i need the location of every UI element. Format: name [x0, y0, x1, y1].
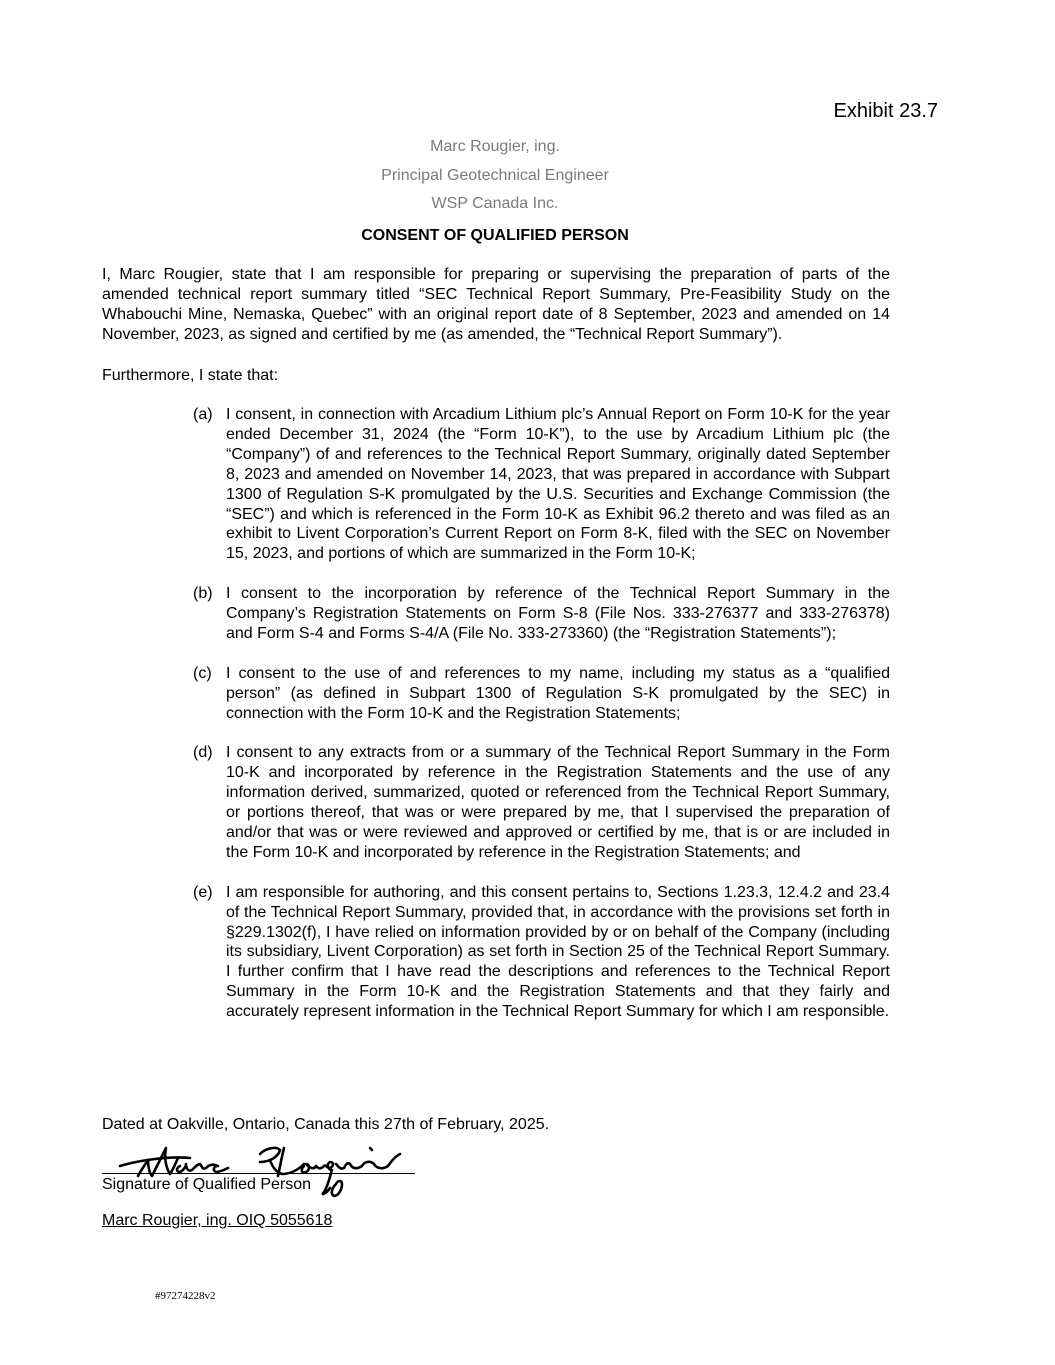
item-text: I consent to any extracts from or a summary of the Technical Report Summary in the Form 10-K and incorporated by reference in the Registration Statements and the use of any information derived, summarized, quoted or referenced from the Technical Report Summary, or portions thereof, that was or were prepared by me, that I supervised the preparation of and/or that was or were reviewed and approved or certified by me, that is or are included in the Form 10-K and incorporated by reference in the Registration Statements; and	[226, 744, 890, 861]
list-item	[193, 584, 890, 644]
item-text: I consent to the incorporation by reference of the Technical Report Summary in the Company’s Registration Statements on Form S-8 (File Nos. 333-276377 and 333-276378) and Form S-4 and Forms S-4/A (File No. 333-273360) (the “Registration Statements”);	[226, 585, 890, 642]
consent-items-list	[193, 405, 890, 1042]
list-item	[193, 883, 890, 1022]
item-label: (c)	[193, 664, 212, 682]
letterhead	[0, 133, 990, 219]
exhibit-label: Exhibit 23.7	[833, 100, 938, 122]
signature-line	[102, 1173, 415, 1174]
item-text: I consent, in connection with Arcadium Lithium plc’s Annual Report on Form 10-K for the year ended December 31, 2024 (the “Form 10-K”), to the use by Arcadium Lithium plc (the “Company”) of and references to the Technical Report Summary, originally dated September 8, 2023 and amended on November 14, 2023, that was prepared in accordance with Subpart 1300 of Regulation S-K promulgated by the U.S. Securities and Exchange Commission (the “SEC”) and which is referenced in the Form 10-K as Exhibit 96.2 thereto and was filed as an exhibit to Livent Corporation’s Current Report on Form 8-K, filed with the SEC on November 15, 2023, and portions of which are summarized in the Form 10-K;	[226, 406, 890, 563]
document-title: CONSENT OF QUALIFIED PERSON	[361, 227, 629, 244]
document-id: #97274228v2	[155, 1290, 216, 1302]
item-label: (e)	[193, 883, 213, 901]
item-label: (d)	[193, 744, 213, 762]
header-company: WSP Canada Inc.	[431, 195, 559, 212]
header-name: Marc Rougier, ing.	[430, 138, 560, 155]
item-text: I am responsible for authoring, and this consent pertains to, Sections 1.23.3, 12.4.2 and 23.4 of the Technical Report Summary, provided that, in accordance with the provisions set forth in §229.1302(f), I have relied on information provided by or on behalf of the Company (including its subsidiary, Livent Corporation) as set forth in Section 25 of the Technical Report Summary. I further confirm that I have read the descriptions and references to the Technical Report Summary in the Form 10-K and the Registration Statements and that they fairly and accurately represent information in the Technical Report Summary for which I am responsible.	[226, 883, 890, 1021]
item-text: I consent to the use of and references to my name, including my status as a “qualified person” (as defined in Subpart 1300 of Regulation S-K promulgated by the SEC) in connection with the Form 10-K and the Registration Statements;	[226, 664, 890, 722]
header-position: Principal Geotechnical Engineer	[381, 166, 609, 184]
furthermore-paragraph: Furthermore, I state that:	[102, 367, 279, 384]
list-item	[193, 405, 890, 564]
qualified-person-name: Marc Rougier, ing. OIQ 5055618	[102, 1212, 333, 1229]
signature-label: Signature of Qualified Person	[102, 1176, 312, 1193]
item-label: (a)	[193, 406, 213, 423]
dated-line: Dated at Oakville, Ontario, Canada this 27th of February, 2025.	[102, 1116, 550, 1133]
list-item	[193, 664, 890, 724]
intro-paragraph: I, Marc Rougier, state that I am responsible for preparing or supervising the preparation of parts of the amended technical report summary titled “SEC Technical Report Summary, Pre-Feasibility Study on the Whabouchi Mine, Nemaska, Quebec” with an original report date of 8 September, 2023 and amended on 14 November, 2023, as signed and certified by me (as amended, the “Technical Report Summary”).	[102, 266, 890, 343]
item-label: (b)	[193, 585, 213, 603]
list-item	[193, 743, 890, 862]
